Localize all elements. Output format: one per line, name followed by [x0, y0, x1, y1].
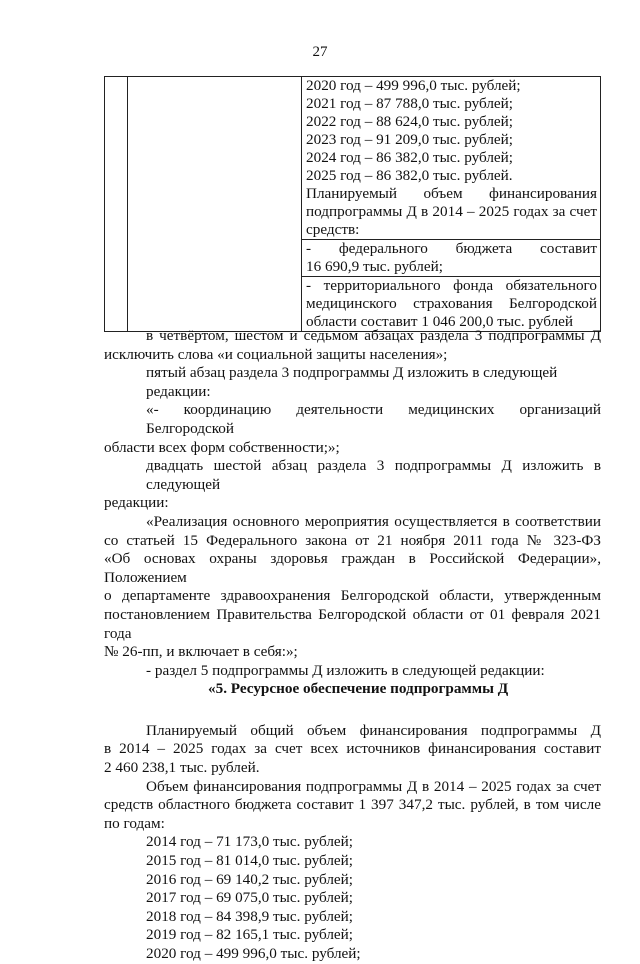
year-item: 2014 год – 71 173,0 тыс. рублей; — [146, 833, 354, 851]
text-line: - раздел 5 подпрограммы Д изложить в следующей редакции: — [146, 661, 545, 679]
document-body — [104, 327, 601, 964]
table-territorial-line: - территориального фонда обязательного — [306, 277, 597, 294]
text-line: № 26-пп, и включает в себя:»; — [104, 643, 298, 661]
table-year-line: 2022 год – 88 624,0 тыс. рублей; — [306, 113, 514, 130]
year-item: 2016 год – 69 140,2 тыс. рублей; — [146, 870, 354, 888]
paragraph-total-funding — [104, 722, 601, 778]
year-item: 2020 год – 499 996,0 тыс. рублей; — [146, 945, 361, 962]
paragraph-implementation — [104, 513, 601, 662]
year-item: 2017 год – 69 075,0 тыс. рублей; — [146, 889, 354, 907]
paragraph-coordination — [104, 401, 601, 457]
table-planned-line: Планируемый объем финансирования — [306, 185, 597, 202]
table-cell-empty-2 — [128, 77, 302, 332]
page-number: 27 — [312, 44, 328, 60]
table-year-line: 2021 год – 87 788,0 тыс. рублей; — [306, 95, 514, 112]
paragraph-section-5 — [104, 662, 601, 681]
text-line: в 2014 – 2025 годах за счет всех источников финансирования составит — [104, 740, 601, 758]
table-planned-line: подпрограммы Д в 2014 – 2025 годах за счет — [306, 203, 597, 220]
table-year-line: 2024 год – 86 382,0 тыс. рублей; — [306, 149, 514, 166]
text-line: постановлением Правительства Белгородской области от 01 февраля 2021 года — [104, 605, 601, 642]
table-year-line: 2025 год – 86 382,0 тыс. рублей. — [306, 167, 513, 184]
text-line: в четвёртом, шестом и седьмом абзацах раздела 3 подпрограммы Д — [146, 327, 601, 344]
paragraph-regional-budget — [104, 778, 601, 834]
text-line: редакции: — [104, 494, 169, 512]
table-year-line: 2023 год – 91 209,0 тыс. рублей; — [306, 131, 514, 148]
table-cell-funding — [302, 77, 601, 332]
year-item: 2018 год – 84 398,9 тыс. рублей; — [146, 907, 354, 925]
text-line: Планируемый общий объем финансирования подпрограммы Д — [146, 721, 601, 739]
text-line: о департаменте здравоохранения Белгородской области, утвержденным — [104, 587, 601, 605]
table-year-line: 2020 год – 499 996,0 тыс. рублей; — [306, 77, 521, 94]
text-line: средств областного бюджета составит 1 397 347,2 тыс. рублей, в том числе — [104, 796, 601, 814]
text-line: со статьей 15 Федерального закона от 21 ноября 2011 года № 323-ФЗ — [104, 531, 601, 549]
table-planned-line: средств: — [302, 221, 600, 240]
year-item: 2019 год – 82 165,1 тыс. рублей; — [146, 926, 354, 944]
table-cell-empty-1 — [105, 77, 128, 332]
text-line: 2 460 238,1 тыс. рублей. — [104, 759, 260, 777]
funding-table — [104, 76, 601, 332]
text-line: исключить слова «и социальной защиты населения»; — [104, 345, 448, 363]
paragraph-twenty-sixth — [104, 457, 601, 513]
paragraph-remove-words — [104, 327, 601, 364]
text-line: по годам: — [104, 814, 165, 832]
year-item: 2015 год – 81 014,0 тыс. рублей; — [146, 852, 354, 870]
text-line: Объем финансирования подпрограммы Д в 2014 – 2025 годах за счет — [146, 777, 601, 795]
table-territorial-line: области составит 1 046 200,0 тыс. рублей — [306, 313, 574, 330]
table-territorial-line: медицинского страхования Белгородской — [306, 295, 597, 312]
text-line: области всех форм собственности;»; — [104, 438, 340, 456]
text-line: «Реализация основного мероприятия осуществляется в соответствии — [146, 512, 601, 530]
text-line: двадцать шестой абзац раздела 3 подпрограммы Д изложить в следующей — [146, 457, 601, 493]
text-line: «- координацию деятельности медицинских организаций Белгородской — [146, 401, 601, 437]
text-line: «Об основах охраны здоровья граждан в Российской Федерации», Положением — [104, 550, 601, 586]
table-federal-line: - федерального бюджета составит — [306, 240, 597, 257]
table-federal-line: 16 690,9 тыс. рублей; — [302, 258, 600, 277]
text-line: пятый абзац раздела 3 подпрограммы Д изложить в следующей редакции: — [146, 364, 558, 400]
section-heading: «5. Ресурсное обеспечение подпрограммы Д — [208, 680, 509, 698]
paragraph-fifth-abzac — [104, 364, 601, 401]
year-list — [104, 833, 601, 963]
